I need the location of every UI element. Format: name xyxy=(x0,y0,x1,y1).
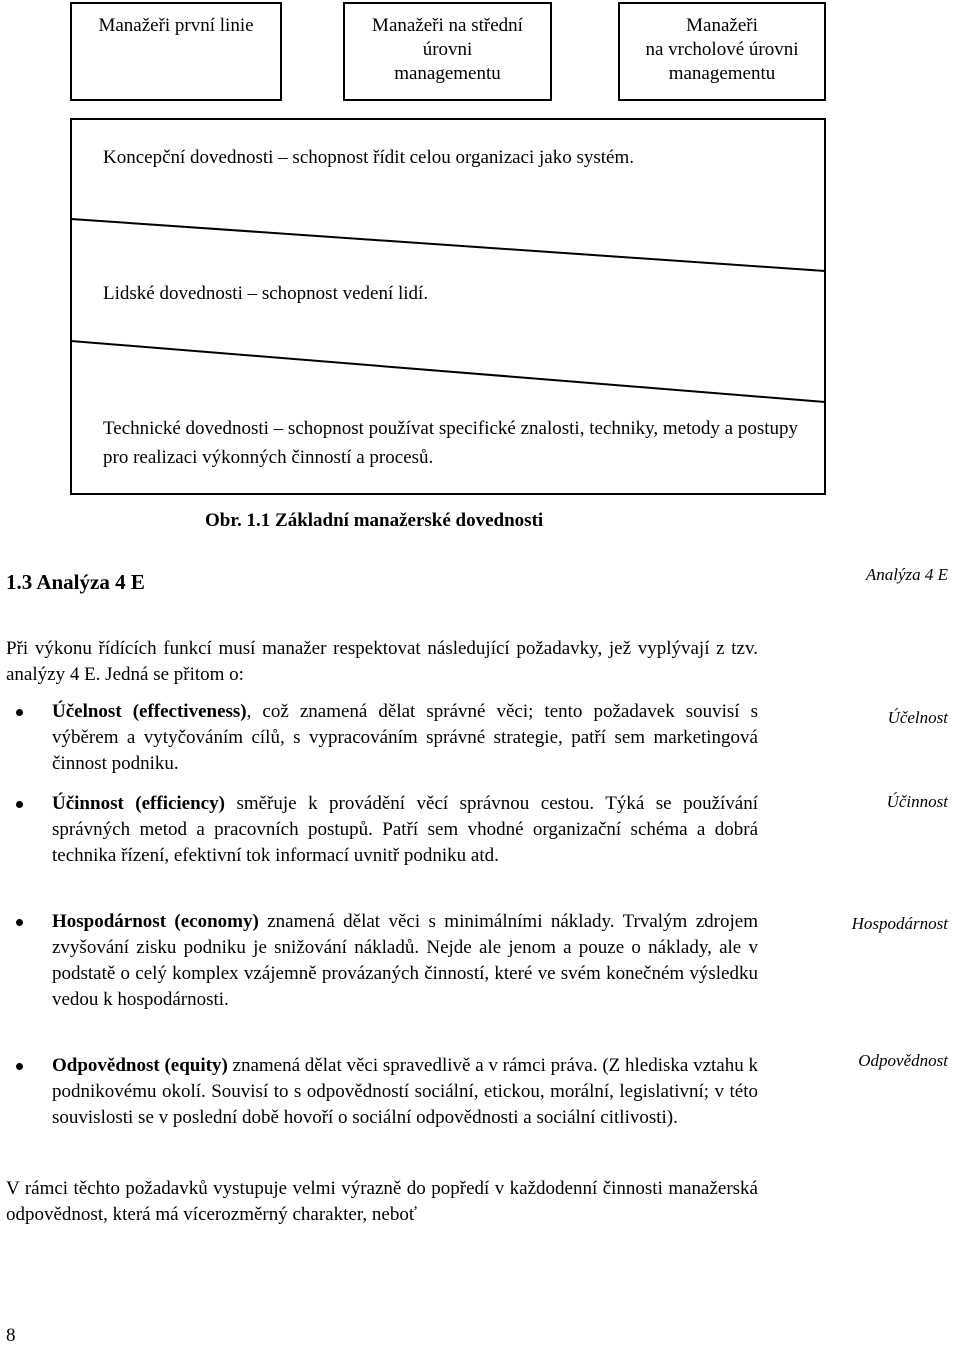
list-item-text: znamená dělat věci s minimálními náklady. Trvalým zdrojem zvyšování zisku podniku je snižování nákladů. Nejde ale jenom a pouze o náklady, ale v podstatě o celý komplex vzájemně provázaných činností, které ve svém konečném výsledku vedou k hospodárnosti. xyxy=(52,911,758,1010)
list-item-term: Hospodárnost (economy) xyxy=(52,911,259,932)
list-item-hospodarnost xyxy=(52,909,758,1013)
list-item-odpovednost xyxy=(52,1053,758,1131)
margin-label-ucelnost: Účelnost xyxy=(887,708,948,727)
figure-caption: Obr. 1.1 Základní manažerské dovednosti xyxy=(205,510,544,531)
list-item-term: Odpovědnost (equity) xyxy=(52,1055,228,1076)
skills-divider-lower xyxy=(71,341,825,402)
list-item-term: Účinnost (efficiency) xyxy=(52,793,225,814)
margin-label-odpovednost: Odpovědnost xyxy=(858,1051,948,1070)
level-box-line: managementu xyxy=(394,63,501,84)
bullet-icon xyxy=(16,709,23,716)
conceptual-skills-text: Koncepční dovednosti – schopnost řídit celou organizaci jako systém. xyxy=(103,147,635,168)
level-box-line: Manažeři xyxy=(686,15,758,36)
margin-label-hospodarnost: Hospodárnost xyxy=(851,914,948,933)
skills-divider-upper xyxy=(71,219,825,271)
intro-paragraph: Při výkonu řídících funkcí musí manažer respektovat následující požadavky, jež vyplývají z tzv. analýzy 4 E. Jedná se přitom o: xyxy=(6,638,758,685)
human-skills-text: Lidské dovednosti – schopnost vedení lidí. xyxy=(103,283,429,304)
list-item-ucinnost xyxy=(52,791,758,869)
list-item-ucelnost xyxy=(52,699,758,777)
list-item-text: , což znamená dělat správné věci; tento požadavek souvisí s výběrem a vytyčováním cílů, s vypracováním správné strategie, patří sem marketingová činnost podniku. xyxy=(52,701,759,774)
bullet-icon xyxy=(16,919,23,926)
technical-skills-text: Technické dovednosti – schopnost používat specifické znalosti, techniky, metody a postupy pro realizaci výkonných činností a procesů. xyxy=(103,418,798,468)
level-box-line: Manažeři na střední xyxy=(372,15,523,36)
level-box-line: na vrcholové úrovni xyxy=(645,39,799,60)
margin-label-analyza: Analýza 4 E xyxy=(865,565,948,584)
section-heading: 1.3 Analýza 4 E xyxy=(6,570,145,594)
page-number: 8 xyxy=(6,1325,16,1346)
level-box-line: úrovni xyxy=(422,39,473,60)
level-box-line: Manažeři první linie xyxy=(98,15,254,36)
list-item-text: směřuje k provádění věcí správnou cestou. Týká se používání správných metod a pracovních postupů. Patří sem vhodné organizační schéma a dobrá technika řízení, efektivní tok informací uvnitř podniku atd. xyxy=(52,793,758,866)
bullet-icon xyxy=(16,801,23,808)
closing-paragraph: V rámci těchto požadavků vystupuje velmi výrazně do popředí v každodenní činnosti manažerská odpovědnost, která má vícerozměrný charakter, neboť xyxy=(6,1178,758,1225)
margin-label-ucinnost: Účinnost xyxy=(886,792,948,811)
list-item-text: znamená dělat věci spravedlivě a v rámci práva. (Z hlediska vztahu k podnikovému okolí. Souvisí to s odpovědností sociální, etickou, morální, legislativní; v této souvislosti se v poslední době hovoří o sociální odpovědnosti a sociální citlivosti). xyxy=(52,1055,758,1128)
level-box-line: managementu xyxy=(668,63,776,84)
bullet-icon xyxy=(16,1063,23,1070)
list-item-term: Účelnost (effectiveness) xyxy=(52,701,247,722)
